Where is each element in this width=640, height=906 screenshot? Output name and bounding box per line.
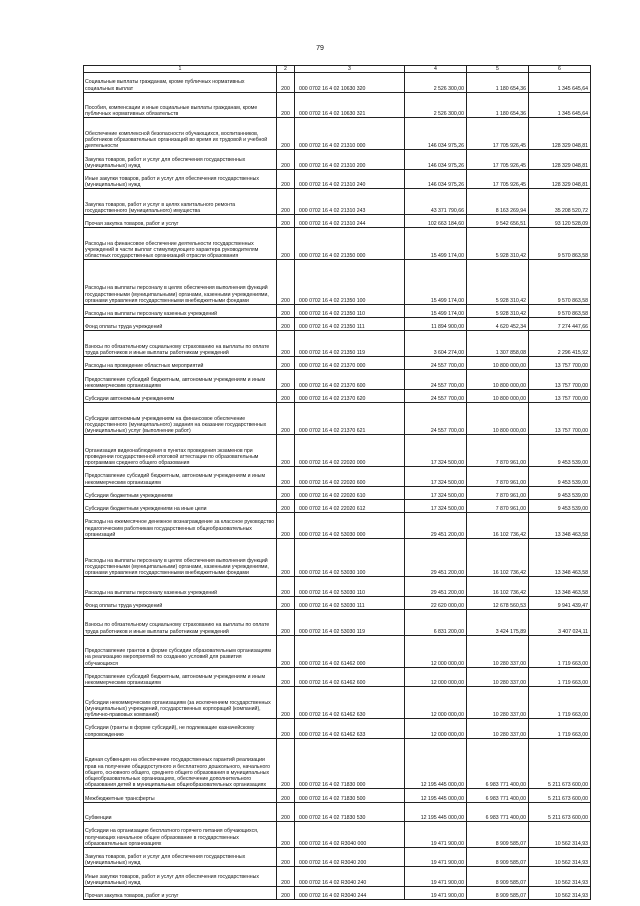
row-approved-cell: 3 604 274,00: [405, 331, 467, 357]
row-code-cell: 200: [277, 228, 295, 260]
row-classifier-cell: 000 0702 16 4 02 21350 110: [295, 304, 405, 317]
table-row: [84, 357, 591, 370]
row-classifier-cell: 000 0702 16 4 02 21350 000: [295, 228, 405, 260]
row-code-cell: 200: [277, 118, 295, 150]
table-row: [84, 847, 591, 867]
header-cell: 5: [467, 66, 529, 73]
row-approved-cell: 19 471 900,00: [405, 847, 467, 867]
row-executed-cell: 9 542 656,51: [467, 215, 529, 228]
row-name-cell: Субсидии автономным учреждениям: [84, 389, 277, 402]
row-remaining-cell: 9 570 863,58: [529, 228, 591, 260]
row-remaining-cell: 9 570 863,58: [529, 304, 591, 317]
row-approved-cell: 146 034 975,26: [405, 169, 467, 189]
row-executed-cell: 7 870 961,00: [467, 435, 529, 467]
row-code-cell: 200: [277, 467, 295, 487]
row-remaining-cell: 7 274 447,66: [529, 318, 591, 331]
table-row: [84, 802, 591, 822]
row-approved-cell: 146 034 975,26: [405, 118, 467, 150]
table-row: [84, 389, 591, 402]
row-code-cell: 200: [277, 635, 295, 667]
row-code-cell: 200: [277, 169, 295, 189]
table-row: [84, 118, 591, 150]
row-executed-cell: 6 983 771 400,00: [467, 738, 529, 789]
row-executed-cell: 1 180 654,36: [467, 92, 529, 118]
table-row: [84, 467, 591, 487]
row-name-cell: Субсидии бюджетным учреждениям на иные цели: [84, 499, 277, 512]
row-code-cell: 200: [277, 687, 295, 719]
row-remaining-cell: 35 208 520,72: [529, 189, 591, 215]
table-row: [84, 867, 591, 887]
row-classifier-cell: 000 0702 16 4 02 22020 610: [295, 486, 405, 499]
row-approved-cell: 2 526 300,00: [405, 73, 467, 93]
row-executed-cell: 6 983 771 400,00: [467, 802, 529, 822]
row-approved-cell: 12 000 000,00: [405, 667, 467, 687]
row-name-cell: Субсидии автономным учреждениям на финансовое обеспечение государственного (муниципального) задания на оказание государственных (муниципальных) услуг (выполнение работ): [84, 403, 277, 435]
row-name-cell: Расходы на ежемесячное денежное вознаграждение за классное руководство педагогическим работникам государственных общеобразовательных организаций: [84, 513, 277, 539]
row-name-cell: Предоставление субсидий бюджетным, автономным учреждениям и иным некоммерческим организациям: [84, 467, 277, 487]
table-row: [84, 304, 591, 317]
row-approved-cell: 12 195 445 000,00: [405, 789, 467, 802]
row-approved-cell: 19 471 900,00: [405, 886, 467, 899]
row-approved-cell: 29 451 200,00: [405, 577, 467, 597]
row-classifier-cell: 000 0702 16 4 02 22020 612: [295, 499, 405, 512]
row-name-cell: Предоставление субсидий бюджетным, автономным учреждениям и иным некоммерческим организациям: [84, 370, 277, 390]
row-code-cell: 200: [277, 403, 295, 435]
row-classifier-cell: 000 0702 16 4 02 R3040 000: [295, 822, 405, 848]
row-remaining-cell: 9 453 539,00: [529, 435, 591, 467]
row-remaining-cell: 9 941 439,47: [529, 596, 591, 609]
row-remaining-cell: 13 348 463,58: [529, 577, 591, 597]
row-classifier-cell: 000 0702 16 4 02 21310 240: [295, 169, 405, 189]
row-executed-cell: 16 102 736,42: [467, 513, 529, 539]
row-code-cell: 200: [277, 260, 295, 305]
table-row: [84, 822, 591, 848]
header-cell: 6: [529, 66, 591, 73]
row-name-cell: Межбюджетные трансферты: [84, 789, 277, 802]
row-name-cell: Расходы на проведение областных мероприятий: [84, 357, 277, 370]
table-row: [84, 687, 591, 719]
row-classifier-cell: 000 0702 16 4 02 53030 000: [295, 513, 405, 539]
table-row: [84, 513, 591, 539]
row-code-cell: 200: [277, 331, 295, 357]
row-code-cell: 200: [277, 596, 295, 609]
row-name-cell: Предоставление субсидий бюджетным, автономным учреждениям и иным некоммерческим организациям: [84, 667, 277, 687]
row-approved-cell: 29 451 200,00: [405, 538, 467, 576]
row-approved-cell: 12 195 445 000,00: [405, 802, 467, 822]
row-code-cell: 200: [277, 667, 295, 687]
row-remaining-cell: 128 329 048,81: [529, 150, 591, 170]
row-classifier-cell: 000 0702 16 4 02 21350 111: [295, 318, 405, 331]
row-name-cell: Иные закупки товаров, работ и услуг для обеспечения государственных (муниципальных) нужд: [84, 867, 277, 887]
table-row: [84, 667, 591, 687]
row-name-cell: Расходы на выплаты персоналу казенных учреждений: [84, 304, 277, 317]
row-classifier-cell: 000 0702 16 4 02 21370 000: [295, 357, 405, 370]
row-name-cell: Субсидии бюджетным учреждениям: [84, 486, 277, 499]
row-remaining-cell: 13 757 700,00: [529, 370, 591, 390]
row-code-cell: 200: [277, 538, 295, 576]
row-classifier-cell: 000 0702 16 4 02 71830 530: [295, 802, 405, 822]
row-remaining-cell: 9 453 539,00: [529, 467, 591, 487]
row-executed-cell: 5 928 310,42: [467, 260, 529, 305]
row-name-cell: Субсидии на организацию бесплатного горячего питания обучающихся, получающих начальное общее образование в государственных образовательных организациях: [84, 822, 277, 848]
row-remaining-cell: 5 211 673 600,00: [529, 738, 591, 789]
row-remaining-cell: 1 345 645,64: [529, 73, 591, 93]
row-name-cell: Фонд оплаты труда учреждений: [84, 596, 277, 609]
row-approved-cell: 6 831 200,00: [405, 609, 467, 635]
row-name-cell: Единая субвенция на обеспечение государственных гарантий реализации прав на получение общедоступного и бесплатного дошкольного, начального общего, основного общего, среднего общего образования в муниципальных общеобразовательных организациях, обеспечение дополнительного образования детей в муниципальных общеобразовательных организациях: [84, 738, 277, 789]
row-executed-cell: 8 909 585,07: [467, 847, 529, 867]
row-remaining-cell: 13 757 700,00: [529, 357, 591, 370]
table-row: [84, 738, 591, 789]
row-code-cell: 200: [277, 867, 295, 887]
row-approved-cell: 24 557 700,00: [405, 403, 467, 435]
row-code-cell: 200: [277, 822, 295, 848]
row-classifier-cell: 000 0702 16 4 02 22020 600: [295, 467, 405, 487]
row-remaining-cell: 1 719 663,00: [529, 635, 591, 667]
table-row: [84, 189, 591, 215]
row-code-cell: 200: [277, 389, 295, 402]
row-code-cell: 200: [277, 738, 295, 789]
row-executed-cell: 17 705 926,45: [467, 169, 529, 189]
row-name-cell: Обеспечение комплексной безопасности обучающихся, воспитанников, работников образовательных организаций во время их трудовой и учебной деятельности: [84, 118, 277, 150]
row-classifier-cell: 000 0702 16 4 02 71830 500: [295, 789, 405, 802]
page-number: 79: [316, 45, 324, 52]
table-row: [84, 73, 591, 93]
row-approved-cell: 17 324 500,00: [405, 499, 467, 512]
row-code-cell: 200: [277, 486, 295, 499]
row-classifier-cell: 000 0702 16 4 02 61462 000: [295, 635, 405, 667]
row-approved-cell: 19 471 900,00: [405, 867, 467, 887]
row-remaining-cell: 10 562 314,93: [529, 822, 591, 848]
table-row: [84, 499, 591, 512]
table-row: [84, 331, 591, 357]
row-classifier-cell: 000 0702 16 4 02 21310 243: [295, 189, 405, 215]
row-name-cell: Социальные выплаты гражданам, кроме публичных нормативных социальных выплат: [84, 73, 277, 93]
row-approved-cell: 17 324 500,00: [405, 467, 467, 487]
row-classifier-cell: 000 0702 16 4 02 53030 111: [295, 596, 405, 609]
row-executed-cell: 10 280 337,00: [467, 687, 529, 719]
row-name-cell: Закупка товаров, работ и услуг для обеспечения государственных (муниципальных) нужд: [84, 150, 277, 170]
row-approved-cell: 2 526 300,00: [405, 92, 467, 118]
row-classifier-cell: 000 0702 16 4 02 R3040 240: [295, 867, 405, 887]
row-classifier-cell: 000 0702 16 4 02 61462 630: [295, 687, 405, 719]
row-approved-cell: 29 451 200,00: [405, 513, 467, 539]
row-classifier-cell: 000 0702 16 4 02 R3040 244: [295, 886, 405, 899]
row-remaining-cell: 3 407 024,11: [529, 609, 591, 635]
row-executed-cell: 7 870 961,00: [467, 499, 529, 512]
row-remaining-cell: 1 345 645,64: [529, 92, 591, 118]
row-name-cell: Субсидии некоммерческим организациям (за исключением государственных (муниципальных) учреждений, государственных корпораций (компаний), публично-правовых компаний): [84, 687, 277, 719]
row-approved-cell: 15 499 174,00: [405, 228, 467, 260]
table-row: [84, 538, 591, 576]
row-classifier-cell: 000 0702 16 4 02 21350 100: [295, 260, 405, 305]
row-code-cell: 200: [277, 513, 295, 539]
row-approved-cell: 102 663 184,60: [405, 215, 467, 228]
row-remaining-cell: 10 562 314,93: [529, 886, 591, 899]
header-cell: 3: [295, 66, 405, 73]
table-row: [84, 92, 591, 118]
budget-table: [83, 65, 591, 900]
row-executed-cell: 10 280 337,00: [467, 667, 529, 687]
table-row: [84, 215, 591, 228]
row-approved-cell: 12 000 000,00: [405, 635, 467, 667]
row-approved-cell: 12 000 000,00: [405, 687, 467, 719]
row-classifier-cell: 000 0702 16 4 02 71830 000: [295, 738, 405, 789]
row-classifier-cell: 000 0702 16 4 02 21370 621: [295, 403, 405, 435]
row-code-cell: 200: [277, 719, 295, 739]
row-name-cell: Пособия, компенсации и иные социальные выплаты гражданам, кроме публичных нормативных обязательств: [84, 92, 277, 118]
row-executed-cell: 3 424 175,89: [467, 609, 529, 635]
row-code-cell: 200: [277, 304, 295, 317]
row-name-cell: Закупка товаров, работ и услуг для обеспечения государственных (муниципальных) нужд: [84, 847, 277, 867]
row-name-cell: Предоставление грантов в форме субсидии образовательным организациям на реализацию мероприятий по созданию условий для развития обучающихся: [84, 635, 277, 667]
row-name-cell: Расходы на выплаты персоналу в целях обеспечения выполнения функций государственными (муниципальными) органами, казенными учреждениями, органами управления государственными внебюджетными фондами: [84, 538, 277, 576]
row-remaining-cell: 5 211 673 600,00: [529, 802, 591, 822]
table-row: [84, 486, 591, 499]
header-cell: 1: [84, 66, 277, 73]
row-classifier-cell: 000 0702 16 4 02 21370 600: [295, 370, 405, 390]
row-name-cell: Расходы на выплаты персоналу казенных учреждений: [84, 577, 277, 597]
row-code-cell: 200: [277, 318, 295, 331]
row-code-cell: 200: [277, 789, 295, 802]
table-row: [84, 609, 591, 635]
row-remaining-cell: 9 453 539,00: [529, 486, 591, 499]
row-classifier-cell: 000 0702 16 4 02 53030 110: [295, 577, 405, 597]
row-classifier-cell: 000 0702 16 4 02 21350 119: [295, 331, 405, 357]
row-classifier-cell: 000 0702 16 4 02 10630 321: [295, 92, 405, 118]
row-classifier-cell: 000 0702 16 4 02 21310 000: [295, 118, 405, 150]
table-row: [84, 886, 591, 899]
row-code-cell: 200: [277, 886, 295, 899]
row-classifier-cell: 000 0702 16 4 02 21370 620: [295, 389, 405, 402]
row-executed-cell: 17 705 926,45: [467, 150, 529, 170]
row-classifier-cell: 000 0702 16 4 02 10630 320: [295, 73, 405, 93]
row-approved-cell: 12 000 000,00: [405, 719, 467, 739]
row-executed-cell: 17 705 926,45: [467, 118, 529, 150]
row-code-cell: 200: [277, 215, 295, 228]
table-row: [84, 435, 591, 467]
row-approved-cell: 146 034 975,26: [405, 150, 467, 170]
row-remaining-cell: 10 562 314,93: [529, 867, 591, 887]
table-row: [84, 370, 591, 390]
row-approved-cell: 22 620 000,00: [405, 596, 467, 609]
row-executed-cell: 1 307 858,08: [467, 331, 529, 357]
row-approved-cell: 19 471 900,00: [405, 822, 467, 848]
row-code-cell: 200: [277, 92, 295, 118]
row-approved-cell: 11 894 900,00: [405, 318, 467, 331]
row-classifier-cell: 000 0702 16 4 02 53030 119: [295, 609, 405, 635]
row-executed-cell: 10 280 337,00: [467, 719, 529, 739]
row-executed-cell: 16 102 736,42: [467, 577, 529, 597]
row-executed-cell: 10 800 000,00: [467, 357, 529, 370]
row-approved-cell: 24 557 700,00: [405, 357, 467, 370]
row-code-cell: 200: [277, 499, 295, 512]
row-code-cell: 200: [277, 150, 295, 170]
row-approved-cell: 15 499 174,00: [405, 260, 467, 305]
row-remaining-cell: 1 719 663,00: [529, 687, 591, 719]
row-remaining-cell: 2 296 415,92: [529, 331, 591, 357]
row-executed-cell: 4 620 452,34: [467, 318, 529, 331]
table-row: [84, 403, 591, 435]
row-name-cell: Субсидии (гранты в форме субсидий), не подлежащие казначейскому сопровождению: [84, 719, 277, 739]
row-code-cell: 200: [277, 435, 295, 467]
row-name-cell: Прочая закупка товаров, работ и услуг: [84, 215, 277, 228]
row-executed-cell: 8 909 585,07: [467, 822, 529, 848]
table-row: [84, 789, 591, 802]
table-row: [84, 719, 591, 739]
row-approved-cell: 15 499 174,00: [405, 304, 467, 317]
row-name-cell: Взносы по обязательному социальному страхованию на выплаты по оплате труда работников и иные выплаты работникам учреждений: [84, 609, 277, 635]
table-row: [84, 635, 591, 667]
row-executed-cell: 10 280 337,00: [467, 635, 529, 667]
row-remaining-cell: 10 562 314,93: [529, 847, 591, 867]
row-executed-cell: 5 928 310,42: [467, 304, 529, 317]
table-row: [84, 260, 591, 305]
table-row: [84, 150, 591, 170]
row-remaining-cell: 93 120 528,09: [529, 215, 591, 228]
row-name-cell: Расходы на выплаты персоналу в целях обеспечения выполнения функций государственными (муниципальными) органами, казенными учреждениями, органами управления государственными внебюджетными фондами: [84, 260, 277, 305]
row-code-cell: 200: [277, 370, 295, 390]
row-name-cell: Расходы на финансовое обеспечение деятельности государственных учреждений в части выплат стимулирующего характера руководителям областных государственных организаций отрасли образования: [84, 228, 277, 260]
row-name-cell: Организация видеонаблюдения в пунктах проведения экзаменов при проведении государственной итоговой аттестации по образовательным программам среднего общего образования: [84, 435, 277, 467]
row-remaining-cell: 128 329 048,81: [529, 118, 591, 150]
row-remaining-cell: 1 719 663,00: [529, 719, 591, 739]
row-executed-cell: 7 870 961,00: [467, 486, 529, 499]
row-classifier-cell: 000 0702 16 4 02 21310 244: [295, 215, 405, 228]
row-executed-cell: 1 180 654,36: [467, 73, 529, 93]
row-executed-cell: 5 928 310,42: [467, 228, 529, 260]
row-remaining-cell: 13 348 463,58: [529, 513, 591, 539]
row-approved-cell: 24 557 700,00: [405, 389, 467, 402]
table-row: [84, 169, 591, 189]
row-name-cell: Прочая закупка товаров, работ и услуг: [84, 886, 277, 899]
table-row: [84, 577, 591, 597]
row-executed-cell: 8 163 269,94: [467, 189, 529, 215]
row-approved-cell: 17 324 500,00: [405, 435, 467, 467]
row-name-cell: Фонд оплаты труда учреждений: [84, 318, 277, 331]
row-remaining-cell: 13 757 700,00: [529, 389, 591, 402]
row-classifier-cell: 000 0702 16 4 02 53030 100: [295, 538, 405, 576]
row-executed-cell: 10 800 000,00: [467, 389, 529, 402]
row-name-cell: Иные закупки товаров, работ и услуг для обеспечения государственных (муниципальных) нужд: [84, 169, 277, 189]
row-remaining-cell: 9 570 863,58: [529, 260, 591, 305]
row-approved-cell: 24 557 700,00: [405, 370, 467, 390]
table-row: [84, 228, 591, 260]
table-row: [84, 318, 591, 331]
row-code-cell: 200: [277, 609, 295, 635]
row-code-cell: 200: [277, 189, 295, 215]
row-executed-cell: 16 102 736,42: [467, 538, 529, 576]
row-name-cell: Взносы по обязательному социальному страхованию на выплаты по оплате труда работников и иные выплаты работникам учреждений: [84, 331, 277, 357]
row-classifier-cell: 000 0702 16 4 02 61462 633: [295, 719, 405, 739]
row-classifier-cell: 000 0702 16 4 02 22020 000: [295, 435, 405, 467]
row-code-cell: 200: [277, 357, 295, 370]
row-executed-cell: 10 800 000,00: [467, 403, 529, 435]
row-executed-cell: 10 800 000,00: [467, 370, 529, 390]
table-header-row: [84, 66, 591, 73]
row-remaining-cell: 5 211 673 600,00: [529, 789, 591, 802]
row-executed-cell: 8 909 585,07: [467, 867, 529, 887]
row-executed-cell: 8 909 585,07: [467, 886, 529, 899]
row-executed-cell: 7 870 961,00: [467, 467, 529, 487]
row-executed-cell: 6 983 771 400,00: [467, 789, 529, 802]
row-classifier-cell: 000 0702 16 4 02 R3040 200: [295, 847, 405, 867]
row-code-cell: 200: [277, 802, 295, 822]
row-remaining-cell: 13 757 700,00: [529, 403, 591, 435]
row-executed-cell: 12 678 560,53: [467, 596, 529, 609]
row-remaining-cell: 13 348 463,58: [529, 538, 591, 576]
row-remaining-cell: 1 719 663,00: [529, 667, 591, 687]
header-cell: 4: [405, 66, 467, 73]
row-remaining-cell: 9 453 539,00: [529, 499, 591, 512]
row-remaining-cell: 128 329 048,81: [529, 169, 591, 189]
header-cell: 2: [277, 66, 295, 73]
row-classifier-cell: 000 0702 16 4 02 61462 600: [295, 667, 405, 687]
table-row: [84, 596, 591, 609]
row-approved-cell: 17 324 500,00: [405, 486, 467, 499]
row-approved-cell: 43 371 790,66: [405, 189, 467, 215]
row-name-cell: Субвенции: [84, 802, 277, 822]
row-classifier-cell: 000 0702 16 4 02 21310 200: [295, 150, 405, 170]
row-approved-cell: 12 195 445 000,00: [405, 738, 467, 789]
row-code-cell: 200: [277, 73, 295, 93]
row-code-cell: 200: [277, 577, 295, 597]
row-code-cell: 200: [277, 847, 295, 867]
row-name-cell: Закупка товаров, работ и услуг в целях капитального ремонта государственного (муниципального) имущества: [84, 189, 277, 215]
